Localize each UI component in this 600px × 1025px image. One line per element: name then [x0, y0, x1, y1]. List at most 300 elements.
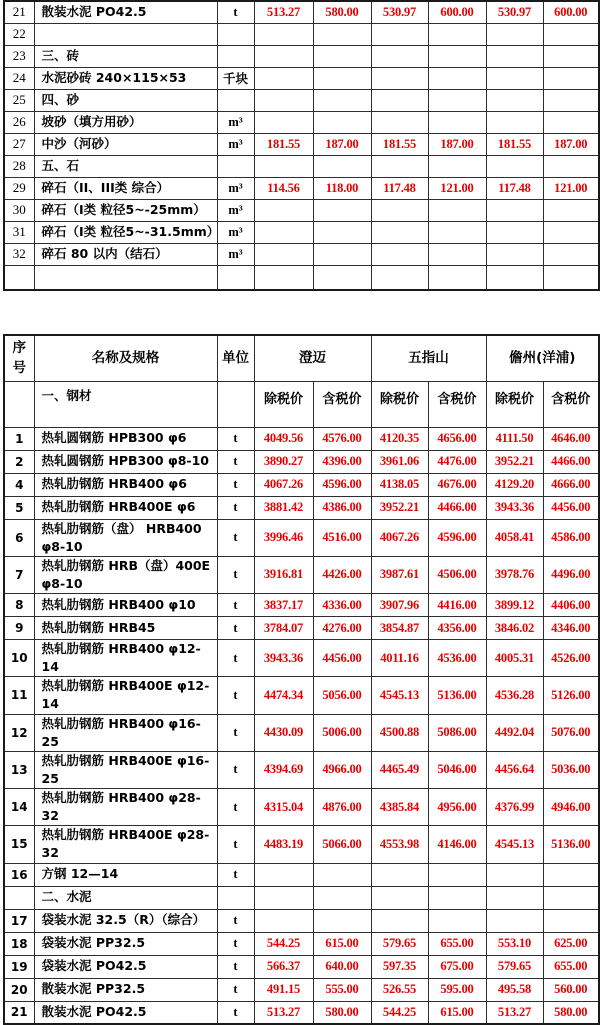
unit-cell: t — [217, 978, 254, 1001]
price-cell: 513.27 — [254, 1001, 313, 1024]
material-name-cell: 碎石 80 以内（结石） — [34, 243, 217, 265]
row-number-cell: 16 — [4, 863, 34, 886]
price-cell: 181.55 — [371, 133, 428, 155]
unit-cell: t — [217, 473, 254, 496]
unit-cell: t — [217, 751, 254, 788]
price-cell: 580.00 — [313, 1, 371, 23]
price-cell: 117.48 — [371, 177, 428, 199]
row-number-cell: 15 — [4, 826, 34, 863]
table-row — [4, 640, 599, 677]
row-number-cell: 7 — [4, 556, 34, 593]
price-cell: 4067.26 — [371, 519, 428, 556]
price-cell: 3784.07 — [254, 617, 313, 640]
material-name-cell: 热轧肋钢筋 HRB400E φ28-32 — [34, 826, 217, 863]
price-cell: 553.10 — [486, 932, 543, 955]
price-cell — [371, 45, 428, 67]
price-cell: 4396.00 — [313, 450, 371, 473]
row-number-cell — [4, 265, 34, 290]
unit-cell: t — [217, 789, 254, 826]
price-cell: 4456.00 — [313, 640, 371, 677]
price-cell: 4426.00 — [313, 556, 371, 593]
row-number-cell: 6 — [4, 519, 34, 556]
price-cell — [254, 199, 313, 221]
unit-cell: t — [217, 450, 254, 473]
table-row — [4, 617, 599, 640]
price-cell — [543, 909, 599, 932]
price-cell: 4466.00 — [543, 450, 599, 473]
price-cell: 530.97 — [371, 1, 428, 23]
table-row — [4, 556, 599, 593]
unit-cell: m³ — [217, 221, 254, 243]
price-cell: 3916.81 — [254, 556, 313, 593]
unit-cell: t — [217, 1, 254, 23]
row-number-cell: 13 — [4, 751, 34, 788]
price-cell: 595.00 — [428, 978, 486, 1001]
price-type-extax: 除税价 — [254, 381, 313, 427]
price-cell — [313, 45, 371, 67]
unit-cell: t — [217, 496, 254, 519]
price-cell — [371, 67, 428, 89]
unit-cell: t — [217, 826, 254, 863]
price-cell: 3881.42 — [254, 496, 313, 519]
price-cell: 655.00 — [428, 932, 486, 955]
price-cell: 3907.96 — [371, 594, 428, 617]
price-cell — [371, 265, 428, 290]
table-row — [4, 155, 599, 177]
subheader-row — [4, 381, 599, 427]
price-cell: 4049.56 — [254, 427, 313, 450]
price-cell — [486, 909, 543, 932]
price-cell: 625.00 — [543, 932, 599, 955]
table-row — [4, 473, 599, 496]
price-cell: 121.00 — [428, 177, 486, 199]
unit-cell — [217, 89, 254, 111]
unit-cell: m³ — [217, 133, 254, 155]
row-number-cell: 29 — [4, 177, 34, 199]
row-number-cell: 18 — [4, 932, 34, 955]
price-cell: 4656.00 — [428, 427, 486, 450]
row-number-cell: 9 — [4, 617, 34, 640]
price-cell: 640.00 — [313, 955, 371, 978]
price-cell: 5086.00 — [428, 714, 486, 751]
unit-cell: t — [217, 1001, 254, 1024]
unit-cell — [217, 381, 254, 427]
material-name-cell: 热轧肋钢筋 HRB400E φ16-25 — [34, 751, 217, 788]
price-cell — [428, 45, 486, 67]
table-row — [4, 826, 599, 863]
material-name-cell: 热轧肋钢筋 HRB400E φ6 — [34, 496, 217, 519]
price-cell — [313, 863, 371, 886]
price-cell: 5126.00 — [543, 677, 599, 714]
price-cell: 118.00 — [313, 177, 371, 199]
price-cell: 4536.28 — [486, 677, 543, 714]
price-cell — [371, 863, 428, 886]
price-cell: 4596.00 — [428, 519, 486, 556]
header-row — [4, 335, 599, 381]
unit-cell — [217, 45, 254, 67]
table-row — [4, 427, 599, 450]
table-row — [4, 789, 599, 826]
price-cell: 5046.00 — [428, 751, 486, 788]
price-cell — [254, 863, 313, 886]
row-number-cell — [4, 886, 34, 909]
price-cell — [428, 265, 486, 290]
price-cell — [428, 111, 486, 133]
price-cell: 4011.16 — [371, 640, 428, 677]
price-cell: 4946.00 — [543, 789, 599, 826]
price-cell: 4376.99 — [486, 789, 543, 826]
material-name-cell: 三、砖 — [34, 45, 217, 67]
price-cell — [313, 909, 371, 932]
row-number-cell: 12 — [4, 714, 34, 751]
price-cell — [543, 886, 599, 909]
material-name-cell: 碎石（I类 粒径5~-25mm） — [34, 199, 217, 221]
price-cell: 3854.87 — [371, 617, 428, 640]
price-cell: 566.37 — [254, 955, 313, 978]
price-cell: 121.00 — [543, 177, 599, 199]
price-cell — [486, 111, 543, 133]
row-number-cell: 22 — [4, 23, 34, 45]
header-seq-no: 序号 — [4, 335, 34, 381]
price-cell — [313, 155, 371, 177]
price-cell: 4346.00 — [543, 617, 599, 640]
price-cell — [254, 243, 313, 265]
price-cell: 4966.00 — [313, 751, 371, 788]
table-row — [4, 1, 599, 23]
price-cell: 5076.00 — [543, 714, 599, 751]
material-name-cell — [34, 265, 217, 290]
price-cell: 544.25 — [254, 932, 313, 955]
table-row — [4, 932, 599, 955]
price-cell: 3978.76 — [486, 556, 543, 593]
price-cell: 4553.98 — [371, 826, 428, 863]
header-name-spec: 名称及规格 — [34, 335, 217, 381]
material-name-cell: 五、石 — [34, 155, 217, 177]
price-cell — [371, 243, 428, 265]
price-cell: 187.00 — [543, 133, 599, 155]
unit-cell: t — [217, 909, 254, 932]
material-name-cell: 热轧肋钢筋 HRB45 — [34, 617, 217, 640]
table-row — [4, 886, 599, 909]
price-cell: 4496.00 — [543, 556, 599, 593]
price-cell: 4536.00 — [428, 640, 486, 677]
price-cell: 4111.50 — [486, 427, 543, 450]
price-cell: 4876.00 — [313, 789, 371, 826]
price-cell: 3952.21 — [486, 450, 543, 473]
unit-cell — [217, 23, 254, 45]
price-cell — [428, 67, 486, 89]
price-cell — [371, 909, 428, 932]
price-cell: 4526.00 — [543, 640, 599, 677]
price-cell — [428, 221, 486, 243]
price-cell — [428, 909, 486, 932]
price-cell — [543, 863, 599, 886]
price-cell — [254, 111, 313, 133]
price-cell: 3996.46 — [254, 519, 313, 556]
price-cell — [543, 23, 599, 45]
price-cell — [428, 23, 486, 45]
table-row — [4, 45, 599, 67]
price-cell: 4430.09 — [254, 714, 313, 751]
price-cell — [486, 89, 543, 111]
price-cell: 579.65 — [371, 932, 428, 955]
row-number-cell: 24 — [4, 67, 34, 89]
unit-cell: m³ — [217, 177, 254, 199]
row-number-cell: 19 — [4, 955, 34, 978]
unit-cell: t — [217, 519, 254, 556]
price-cell — [428, 886, 486, 909]
price-cell: 114.56 — [254, 177, 313, 199]
price-cell: 544.25 — [371, 1001, 428, 1024]
price-cell — [486, 67, 543, 89]
material-name-cell — [34, 23, 217, 45]
price-cell — [428, 89, 486, 111]
row-number-cell: 20 — [4, 978, 34, 1001]
price-table-lower — [3, 334, 600, 1025]
price-cell: 4336.00 — [313, 594, 371, 617]
price-cell: 530.97 — [486, 1, 543, 23]
price-cell — [486, 243, 543, 265]
unit-cell: t — [217, 617, 254, 640]
table-row — [4, 909, 599, 932]
price-cell — [486, 155, 543, 177]
price-cell — [486, 863, 543, 886]
price-cell — [254, 221, 313, 243]
price-cell: 600.00 — [428, 1, 486, 23]
material-name-cell: 热轧肋钢筋（盘） HRB400 φ8-10 — [34, 519, 217, 556]
price-cell — [486, 221, 543, 243]
material-name-cell: 热轧肋钢筋 HRB400E φ12-14 — [34, 677, 217, 714]
price-cell — [313, 199, 371, 221]
header-region-wuzhishan: 五指山 — [371, 335, 486, 381]
price-cell: 513.27 — [254, 1, 313, 23]
material-name-cell: 袋装水泥 PO42.5 — [34, 955, 217, 978]
price-type-extax: 除税价 — [371, 381, 428, 427]
price-cell: 491.15 — [254, 978, 313, 1001]
price-cell — [254, 67, 313, 89]
price-cell: 3890.27 — [254, 450, 313, 473]
table-row — [4, 133, 599, 155]
table-row — [4, 863, 599, 886]
table-row — [4, 594, 599, 617]
price-cell — [313, 243, 371, 265]
unit-cell: t — [217, 955, 254, 978]
price-cell — [486, 23, 543, 45]
material-name-cell: 二、水泥 — [34, 886, 217, 909]
price-cell: 4120.35 — [371, 427, 428, 450]
price-cell: 4476.00 — [428, 450, 486, 473]
price-type-inctax: 含税价 — [313, 381, 371, 427]
price-cell: 3943.36 — [486, 496, 543, 519]
row-number-cell: 30 — [4, 199, 34, 221]
price-cell — [371, 155, 428, 177]
unit-cell: t — [217, 640, 254, 677]
price-cell — [428, 863, 486, 886]
row-number-cell: 17 — [4, 909, 34, 932]
price-cell: 4956.00 — [428, 789, 486, 826]
price-cell: 4067.26 — [254, 473, 313, 496]
price-cell — [254, 155, 313, 177]
price-cell: 580.00 — [543, 1001, 599, 1024]
price-cell: 4576.00 — [313, 427, 371, 450]
unit-cell: t — [217, 427, 254, 450]
price-cell: 4666.00 — [543, 473, 599, 496]
price-cell — [543, 265, 599, 290]
price-cell: 4276.00 — [313, 617, 371, 640]
price-cell: 4005.31 — [486, 640, 543, 677]
price-cell — [543, 89, 599, 111]
material-name-cell: 散装水泥 PO42.5 — [34, 1001, 217, 1024]
table-row — [4, 496, 599, 519]
price-cell: 4676.00 — [428, 473, 486, 496]
price-cell: 4500.88 — [371, 714, 428, 751]
price-cell — [486, 886, 543, 909]
price-cell: 5136.00 — [428, 677, 486, 714]
row-number-cell: 28 — [4, 155, 34, 177]
price-cell — [543, 67, 599, 89]
table-row — [4, 450, 599, 473]
table-row — [4, 111, 599, 133]
unit-cell — [217, 265, 254, 290]
row-number-cell: 23 — [4, 45, 34, 67]
material-name-cell: 碎石（II、III类 综合） — [34, 177, 217, 199]
price-cell: 495.58 — [486, 978, 543, 1001]
price-cell: 560.00 — [543, 978, 599, 1001]
price-cell: 5036.00 — [543, 751, 599, 788]
row-number-cell: 27 — [4, 133, 34, 155]
price-cell: 4492.04 — [486, 714, 543, 751]
price-cell — [313, 886, 371, 909]
price-cell — [371, 111, 428, 133]
table-row — [4, 978, 599, 1001]
price-cell — [313, 89, 371, 111]
material-name-cell: 热轧肋钢筋 HRB400 φ10 — [34, 594, 217, 617]
price-cell: 4465.49 — [371, 751, 428, 788]
price-cell: 3846.02 — [486, 617, 543, 640]
price-cell — [313, 23, 371, 45]
price-cell — [254, 265, 313, 290]
price-cell — [428, 199, 486, 221]
price-cell — [254, 89, 313, 111]
price-cell — [543, 221, 599, 243]
row-number-cell: 31 — [4, 221, 34, 243]
price-cell: 4315.04 — [254, 789, 313, 826]
price-cell: 4483.19 — [254, 826, 313, 863]
price-cell: 600.00 — [543, 1, 599, 23]
table-row — [4, 1001, 599, 1024]
row-number-cell: 26 — [4, 111, 34, 133]
price-cell: 675.00 — [428, 955, 486, 978]
price-cell: 4586.00 — [543, 519, 599, 556]
price-cell — [371, 221, 428, 243]
material-name-cell: 中沙（河砂） — [34, 133, 217, 155]
price-cell: 4356.00 — [428, 617, 486, 640]
header-unit: 单位 — [217, 335, 254, 381]
price-cell: 4386.00 — [313, 496, 371, 519]
table-row — [4, 177, 599, 199]
row-number-cell: 25 — [4, 89, 34, 111]
table-row — [4, 199, 599, 221]
price-cell — [428, 243, 486, 265]
price-cell — [543, 199, 599, 221]
table-row — [4, 221, 599, 243]
price-cell — [543, 243, 599, 265]
price-cell: 4129.20 — [486, 473, 543, 496]
price-cell: 3899.12 — [486, 594, 543, 617]
price-cell: 4416.00 — [428, 594, 486, 617]
price-cell: 513.27 — [486, 1001, 543, 1024]
price-cell — [543, 45, 599, 67]
price-cell — [543, 155, 599, 177]
price-cell — [313, 221, 371, 243]
price-cell: 5136.00 — [543, 826, 599, 863]
header-region-danzhou: 儋州(洋浦) — [486, 335, 599, 381]
price-cell: 579.65 — [486, 955, 543, 978]
material-name-cell: 热轧肋钢筋 HRB（盘）400E φ8-10 — [34, 556, 217, 593]
price-table-upper — [3, 0, 600, 291]
price-cell — [313, 67, 371, 89]
material-name-cell: 四、砂 — [34, 89, 217, 111]
price-cell: 4506.00 — [428, 556, 486, 593]
unit-cell: m³ — [217, 199, 254, 221]
price-cell: 4646.00 — [543, 427, 599, 450]
price-cell: 597.35 — [371, 955, 428, 978]
unit-cell: t — [217, 677, 254, 714]
row-number-cell: 11 — [4, 677, 34, 714]
price-cell: 187.00 — [313, 133, 371, 155]
price-cell: 4058.41 — [486, 519, 543, 556]
material-name-cell: 热轧圆钢筋 HPB300 φ8-10 — [34, 450, 217, 473]
material-name-cell: 水泥砂砖 240×115×53 — [34, 67, 217, 89]
price-cell: 4385.84 — [371, 789, 428, 826]
price-cell: 526.55 — [371, 978, 428, 1001]
unit-cell — [217, 886, 254, 909]
material-name-cell: 热轧肋钢筋 HRB400 φ6 — [34, 473, 217, 496]
price-cell: 181.55 — [486, 133, 543, 155]
material-name-cell: 散装水泥 PO42.5 — [34, 1, 217, 23]
row-number-cell: 21 — [4, 1, 34, 23]
price-cell: 4596.00 — [313, 473, 371, 496]
price-cell: 3952.21 — [371, 496, 428, 519]
price-cell: 3837.17 — [254, 594, 313, 617]
price-cell: 181.55 — [254, 133, 313, 155]
unit-cell: 千块 — [217, 67, 254, 89]
table-row — [4, 23, 599, 45]
material-name-cell: 袋装水泥 32.5（R）（综合） — [34, 909, 217, 932]
row-number-cell: 4 — [4, 473, 34, 496]
row-number-cell: 21 — [4, 1001, 34, 1024]
price-cell: 4474.34 — [254, 677, 313, 714]
price-cell: 615.00 — [428, 1001, 486, 1024]
price-cell: 4466.00 — [428, 496, 486, 519]
price-cell: 580.00 — [313, 1001, 371, 1024]
price-cell — [428, 155, 486, 177]
price-cell — [371, 886, 428, 909]
price-type-extax: 除税价 — [486, 381, 543, 427]
price-cell: 187.00 — [428, 133, 486, 155]
table-row — [4, 677, 599, 714]
row-number-cell: 10 — [4, 640, 34, 677]
price-cell — [486, 45, 543, 67]
price-cell — [254, 886, 313, 909]
price-cell — [254, 23, 313, 45]
unit-cell: t — [217, 932, 254, 955]
price-type-inctax: 含税价 — [428, 381, 486, 427]
unit-cell: m³ — [217, 111, 254, 133]
price-cell — [313, 265, 371, 290]
price-cell: 5056.00 — [313, 677, 371, 714]
material-name-cell: 热轧肋钢筋 HRB400 φ16-25 — [34, 714, 217, 751]
